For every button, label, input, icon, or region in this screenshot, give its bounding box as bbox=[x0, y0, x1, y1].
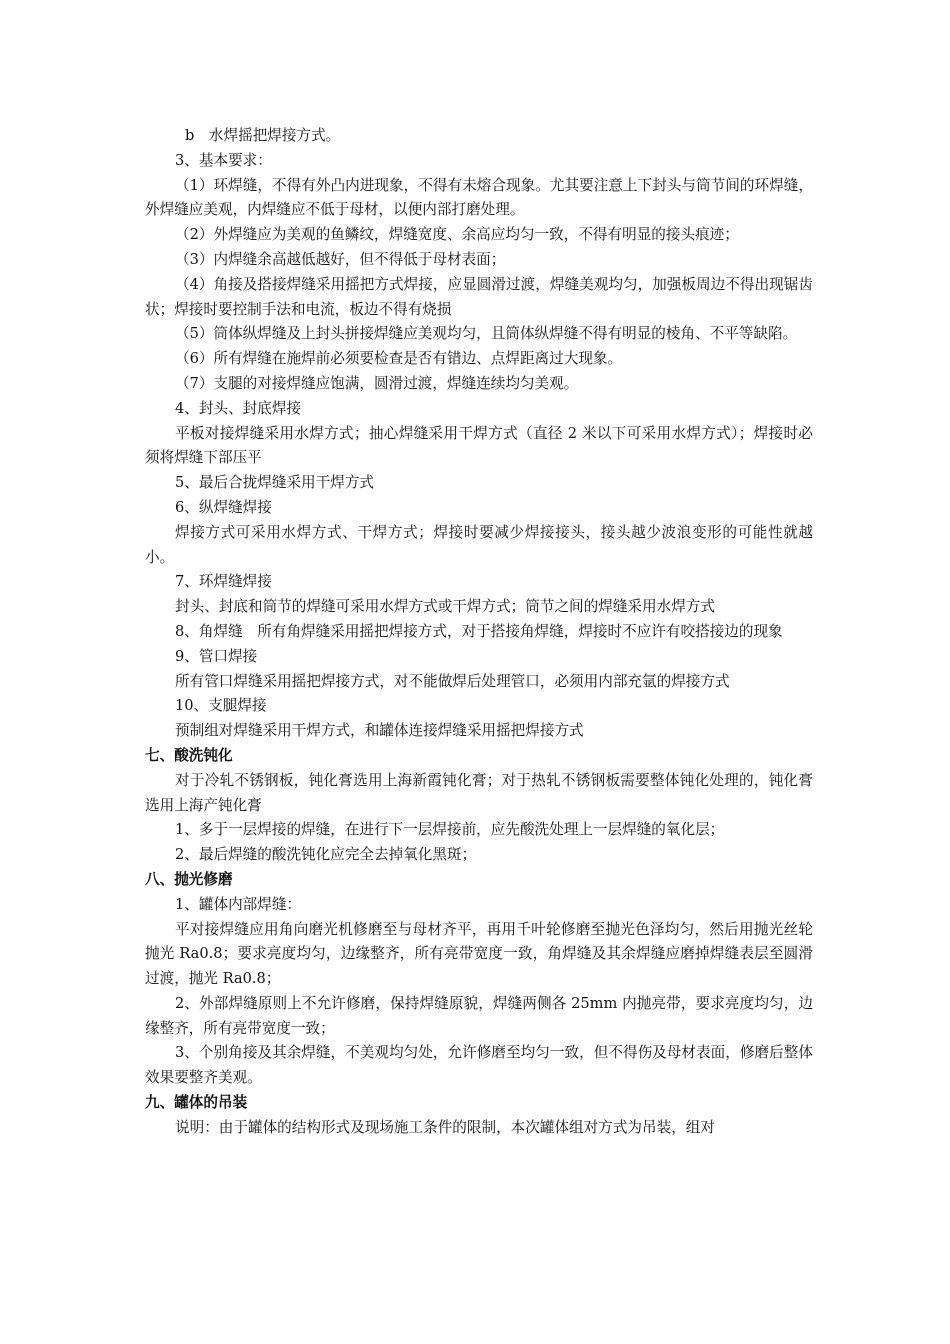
paragraph: 1、罐体内部焊缝： bbox=[175, 895, 302, 913]
paragraph: 平对接焊缝应用角向磨光机修磨至与母材齐平，再用千叶轮修磨至抛光色泽均匀，然后用抛光丝轮抛光 Ra0.8；要求亮度均匀，边缘整齐，所有亮带宽度一致，角焊缝及其余焊缝应磨掉焊缝表层至圆滑过渡，抛光 Ra0.8； bbox=[145, 920, 813, 988]
section-heading: 八、抛光修磨 bbox=[145, 870, 233, 888]
paragraph: 3、个别角接及其余焊缝，不美观均匀处，允许修磨至均匀一致，但不得伤及母材表面，修磨后整体效果要整齐美观。 bbox=[145, 1044, 813, 1087]
paragraph: （6）所有焊缝在施焊前必须要检查是否有错边、点焊距离过大现象。 bbox=[175, 350, 623, 368]
paragraph: 平板对接焊缝采用水焊方式；抽心焊缝采用干焊方式（直径 2 米以下可采用水焊方式）；焊接时必须将焊缝下部压平 bbox=[145, 424, 813, 467]
paragraph: （4）角接及搭接焊缝采用摇把方式焊接，应显圆滑过渡，焊缝美观均匀，加强板周边不得出现锯齿状；焊接时要控制手法和电流，板边不得有烧损 bbox=[145, 275, 813, 318]
paragraph: b 水焊摇把焊接方式。 bbox=[185, 127, 341, 144]
paragraph: 对于冷轧不锈钢板，钝化膏选用上海新霞钝化膏；对于热轧不锈钢板需要整体钝化处理的，钝化膏选用上海产钝化膏 bbox=[145, 771, 813, 814]
section-heading: 九、罐体的吊装 bbox=[145, 1094, 248, 1112]
section-heading: 七、酸洗钝化 bbox=[145, 746, 233, 764]
paragraph: 焊接方式可采用水焊方式、干焊方式；焊接时要减少焊接接头，接头越少波浪变形的可能性就越小。 bbox=[145, 523, 813, 566]
paragraph: （5）筒体纵焊缝及上封头拼接焊缝应美观均匀，且筒体纵焊缝不得有明显的棱角、不平等缺陷。 bbox=[175, 325, 798, 343]
paragraph: 10、支腿焊接 bbox=[175, 697, 267, 715]
paragraph: （2）外焊缝应为美观的鱼鳞纹，焊缝宽度、余高应均匀一致，不得有明显的接头痕迹； bbox=[175, 226, 739, 244]
paragraph: 说明：由于罐体的结构形式及现场施工条件的限制，本次罐体组对方式为吊装，组对 bbox=[175, 1118, 715, 1136]
paragraph: 1、多于一层焊接的焊缝，在进行下一层焊接前，应先酸洗处理上一层焊缝的氧化层； bbox=[175, 821, 725, 839]
paragraph: 6、纵焊缝焊接 bbox=[175, 498, 272, 516]
paragraph: 2、外部焊缝原则上不允许修磨，保持焊缝原貌，焊缝两侧各 25mm 内抛亮带，要求亮度均匀，边缘整齐，所有亮带宽度一致； bbox=[145, 994, 813, 1037]
paragraph: 封头、封底和筒节的焊缝可采用水焊方式或干焊方式；筒节之间的焊缝采用水焊方式 bbox=[175, 598, 715, 616]
paragraph: 预制组对焊缝采用干焊方式，和罐体连接焊缝采用摇把焊接方式 bbox=[175, 722, 584, 740]
paragraph: 8、角焊缝 所有角焊缝采用摇把焊接方式，对于搭接角焊缝，焊接时不应许有咬搭接边的现象 bbox=[175, 622, 783, 640]
paragraph: （3）内焊缝余高越低越好，但不得低于母材表面； bbox=[175, 250, 506, 268]
paragraph: 3、基本要求： bbox=[175, 151, 272, 169]
paragraph: 所有管口焊缝采用摇把焊接方式，对不能做焊后处理管口，必须用内部充氩的焊接方式 bbox=[175, 672, 730, 690]
paragraph: 9、管口焊接 bbox=[175, 647, 258, 665]
paragraph: 7、环焊缝焊接 bbox=[175, 573, 272, 591]
document-body bbox=[145, 124, 813, 1141]
paragraph: 5、最后合拢焊缝采用干焊方式 bbox=[175, 474, 375, 492]
paragraph: （1）环焊缝，不得有外凸内进现象，不得有未熔合现象。尤其要注意上下封头与筒节间的环焊缝，外焊缝应美观，内焊缝应不低于母材，以便内部打磨处理。 bbox=[145, 176, 813, 219]
paragraph: （7）支腿的对接焊缝应饱满，圆滑过渡，焊缝连续均匀美观。 bbox=[175, 374, 579, 392]
paragraph: 4、封头、封底焊接 bbox=[175, 399, 302, 417]
paragraph: 2、最后焊缝的酸洗钝化应完全去掉氧化黑斑； bbox=[175, 846, 477, 864]
